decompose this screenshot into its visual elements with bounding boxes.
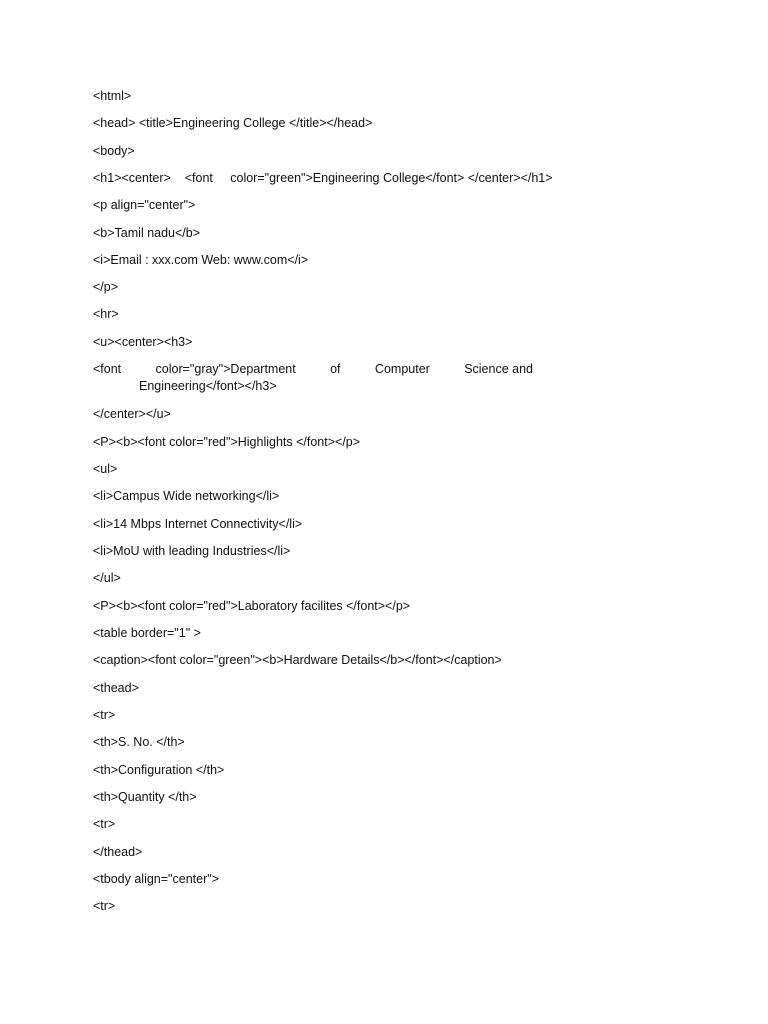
code-line-thead-close: </thead> bbox=[93, 845, 143, 859]
code-line-li-internet: <li>14 Mbps Internet Connectivity</li> bbox=[93, 517, 303, 531]
wrapped-part-science: Science and bbox=[464, 362, 533, 376]
code-line-body-open: <body> bbox=[93, 144, 135, 158]
code-line-th-quantity: <th>Quantity </th> bbox=[93, 790, 197, 804]
code-line-li-networking: <li>Campus Wide networking</li> bbox=[93, 489, 280, 503]
code-line-th-configuration: <th>Configuration </th> bbox=[93, 763, 225, 777]
code-line-th-sno: <th>S. No. </th> bbox=[93, 735, 185, 749]
wrapped-part-department: color="gray">Department bbox=[155, 362, 296, 376]
wrapped-part-computer: Computer bbox=[374, 362, 430, 376]
code-line-department-wrapped bbox=[93, 361, 533, 395]
code-line-thead-open: <thead> bbox=[93, 681, 139, 695]
code-line-table-open: <table border="1" > bbox=[93, 626, 201, 640]
wrapped-line-continuation: Engineering</font></h3> bbox=[139, 379, 277, 393]
code-line-tr-1: <tr> bbox=[93, 708, 116, 722]
code-line-p-close: </p> bbox=[93, 280, 119, 294]
code-line-html-open: <html> bbox=[93, 89, 132, 103]
wrapped-line-first-row bbox=[93, 361, 533, 378]
code-line-tbody-open: <tbody align="center"> bbox=[93, 872, 219, 886]
wrapped-part-of: of bbox=[330, 362, 341, 376]
code-line-tr-3: <tr> bbox=[93, 899, 116, 913]
code-line-ul-open: <ul> bbox=[93, 462, 118, 476]
code-line-ul-close: </ul> bbox=[93, 571, 121, 585]
code-line-hr: <hr> bbox=[93, 307, 119, 321]
code-line-tr-2: <tr> bbox=[93, 817, 116, 831]
code-line-bold-state: <b>Tamil nadu</b> bbox=[93, 226, 201, 240]
code-line-u-center-h3: <u><center><h3> bbox=[93, 335, 193, 349]
code-line-italic-email: <i>Email : xxx.com Web: www.com</i> bbox=[93, 253, 309, 267]
code-line-caption: <caption><font color="green"><b>Hardware Details</b></font></caption> bbox=[93, 653, 502, 667]
code-line-li-mou: <li>MoU with leading Industries</li> bbox=[93, 544, 291, 558]
code-line-highlights: <P><b><font color="red">Highlights </font></p> bbox=[93, 435, 361, 449]
wrapped-part-font: <font bbox=[93, 362, 122, 376]
code-line-p-align: <p align="center"> bbox=[93, 198, 196, 212]
code-line-head: <head> <title>Engineering College </title></head> bbox=[93, 116, 373, 130]
code-line-center-u-close: </center></u> bbox=[93, 407, 171, 421]
code-line-h1: <h1><center> <font color="green">Engineering College</font> </center></h1> bbox=[93, 171, 553, 185]
code-line-laboratory: <P><b><font color="red">Laboratory facilites </font></p> bbox=[93, 599, 411, 613]
